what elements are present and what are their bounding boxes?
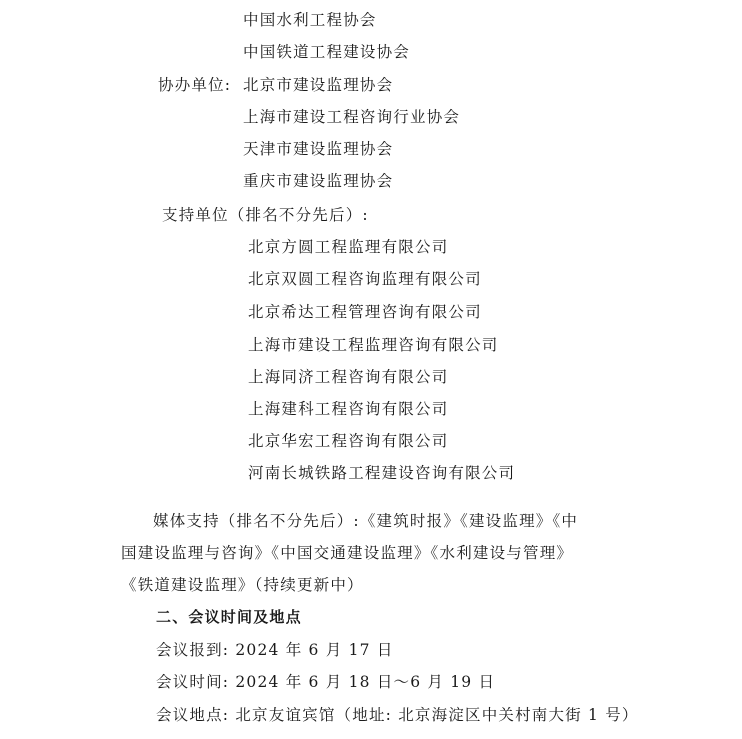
supporters-label: 支持单位（排名不分先后）: — [162, 206, 369, 224]
co-organizers-label: 协办单位: — [158, 76, 232, 94]
supporter-item: 上海同济工程咨询有限公司 — [248, 368, 449, 386]
supporter-item: 北京双圆工程咨询监理有限公司 — [248, 270, 482, 288]
supporter-item: 上海建科工程咨询有限公司 — [248, 400, 449, 418]
co-organizer-item: 上海市建设工程咨询行业协会 — [243, 108, 461, 126]
organizer-item: 中国水利工程协会 — [243, 11, 377, 29]
media-paragraph-line: 《铁道建设监理》（持续更新中） — [121, 576, 364, 594]
organizer-item: 中国铁道工程建设协会 — [243, 43, 411, 61]
supporter-item: 北京希达工程管理咨询有限公司 — [248, 303, 482, 321]
media-paragraph-line: 媒体支持（排名不分先后）:《建筑时报》《建设监理》《中 — [153, 512, 579, 530]
meeting-venue: 会议地点: 北京友谊宾馆（地址: 北京海淀区中关村南大街 1 号） — [156, 706, 639, 724]
media-paragraph-line: 国建设监理与咨询》《中国交通建设监理》《水利建设与管理》 — [121, 544, 574, 562]
supporter-item: 上海市建设工程监理咨询有限公司 — [248, 336, 499, 354]
supporter-item: 北京华宏工程咨询有限公司 — [248, 432, 449, 450]
meeting-time: 会议时间: 2024 年 6 月 18 日～6 月 19 日 — [156, 673, 496, 691]
registration-date: 会议报到: 2024 年 6 月 17 日 — [156, 641, 394, 659]
co-organizer-item: 重庆市建设监理协会 — [243, 172, 394, 190]
co-organizer-item: 北京市建设监理协会 — [243, 76, 394, 94]
supporter-item: 河南长城铁路工程建设咨询有限公司 — [248, 464, 516, 482]
supporter-item: 北京方圆工程监理有限公司 — [248, 238, 449, 256]
section-heading: 二、会议时间及地点 — [156, 608, 302, 626]
co-organizer-item: 天津市建设监理协会 — [243, 140, 394, 158]
